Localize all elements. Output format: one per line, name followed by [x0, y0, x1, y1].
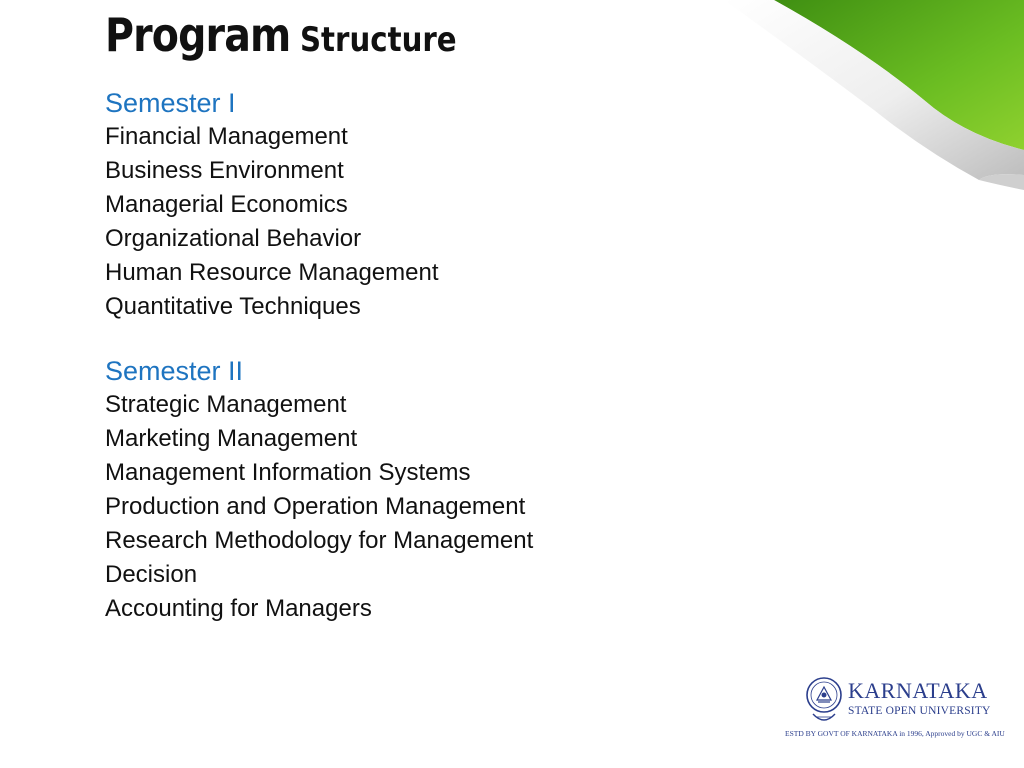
course-item: Research Methodology for Management	[105, 527, 534, 554]
logo-university-name: KARNATAKA	[848, 678, 988, 703]
page-curl-icon	[724, 0, 1024, 190]
slide-title-word-program: Program	[105, 8, 291, 62]
course-item: Decision	[105, 561, 198, 588]
course-item: Accounting for Managers	[105, 595, 372, 622]
course-item: Production and Operation Management	[105, 493, 526, 520]
course-item: Managerial Economics	[105, 191, 348, 218]
course-item: Human Resource Management	[105, 259, 439, 286]
semester-2-heading: Semester II	[105, 356, 244, 386]
course-item: Quantitative Techniques	[105, 293, 361, 320]
logo-established-line: ESTD BY GOVT OF KARNATAKA in 1996, Approved by UGC & AIU	[785, 729, 1005, 738]
course-item: Strategic Management	[105, 391, 347, 418]
slide-title	[105, 8, 457, 62]
course-item: Organizational Behavior	[105, 225, 362, 252]
course-item: Marketing Management	[105, 425, 358, 452]
semester-2-course-list	[105, 388, 533, 626]
course-item: Business Environment	[105, 157, 344, 184]
slide-title-word-structure: Structure	[299, 20, 457, 60]
university-emblem-icon	[805, 676, 843, 728]
course-item: Financial Management	[105, 123, 348, 150]
semester-1-heading: Semester I	[105, 88, 236, 118]
semester-2-block	[105, 354, 533, 626]
semester-1-block	[105, 86, 533, 324]
logo-university-subtitle: STATE OPEN UNIVERSITY	[848, 705, 991, 717]
program-content	[105, 86, 533, 626]
university-logo	[785, 676, 1015, 746]
semester-1-course-list	[105, 120, 533, 324]
course-item: Management Information Systems	[105, 459, 471, 486]
